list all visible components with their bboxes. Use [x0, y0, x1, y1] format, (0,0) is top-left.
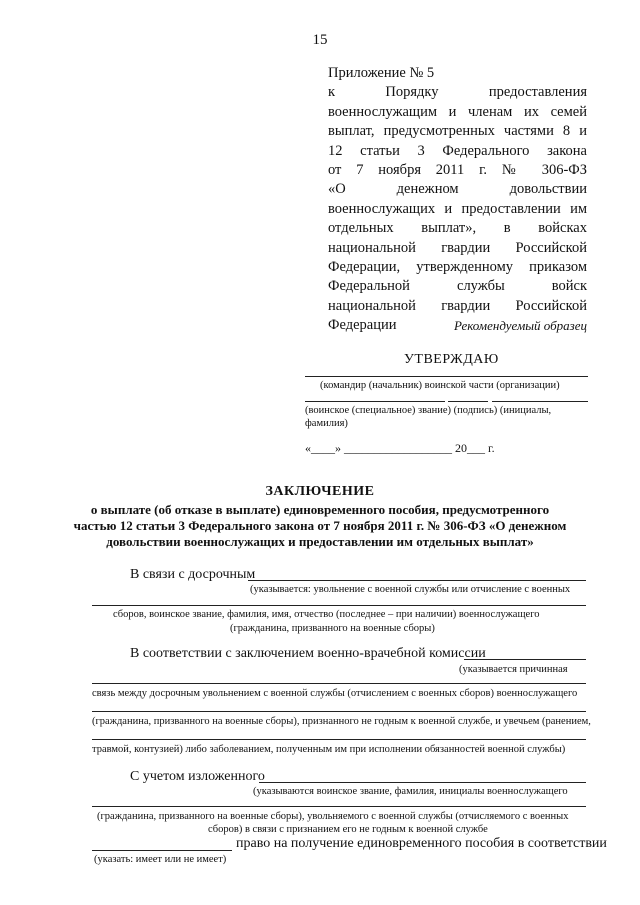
annex-line: военнослужащих и предоставлении им: [328, 200, 587, 217]
annex-line: Приложение № 5: [328, 65, 435, 81]
commission-line-3: [92, 711, 586, 712]
rank-line: [305, 401, 445, 402]
considering-caption-3: сборов) в связи с признанием его не годным к военной службе: [208, 824, 488, 835]
annex-line: Федеральной службы войск: [328, 278, 587, 295]
commission-lead: В соответствии с заключением военно-врачебной комиссии: [130, 646, 486, 661]
title-line: частью 12 статьи 3 Федерального закона от 7 ноября 2011 г. № 306-ФЗ «О денежном: [73, 518, 567, 533]
early-caption-1: (указывается: увольнение с военной службы или отчисление с военных: [250, 584, 571, 595]
considering-caption-1: (указываются воинское звание, фамилия, инициалы военнослужащего: [253, 786, 568, 797]
commission-line-1: [464, 659, 586, 660]
annex-line: выплат, предусмотренных частями 8 и: [328, 123, 587, 140]
considering-line-1: [259, 782, 586, 783]
page-number: 15: [312, 32, 328, 48]
document-title: [0, 484, 640, 550]
commander-line: [305, 376, 588, 377]
commission-caption-2: связь между досрочным увольнением с военной службы (отчислением с военных сборов) военнослужащего: [92, 688, 578, 699]
annex-line: национальной гвардии Российской: [328, 297, 587, 314]
annex-line: к Порядку предоставления: [328, 84, 587, 101]
initials-line: [492, 401, 588, 402]
annex-line: Федерации, утвержденному приказом: [328, 259, 587, 276]
approve-heading: УТВЕРЖДАЮ: [404, 352, 499, 367]
annex-block: [328, 64, 587, 336]
early-line-1: [248, 580, 586, 581]
considering-line-3: [92, 850, 232, 851]
sample-label: Рекомендуемый образец: [453, 318, 587, 333]
commission-line-4: [92, 739, 586, 740]
considering-caption-2: (гражданина, призванного на военные сборы), увольняемого с военной службы (отчисляемого с военных: [97, 811, 569, 822]
title-line: о выплате (об отказе в выплате) единовременного пособия, предусмотренного: [90, 502, 550, 517]
early-lead: В связи с досрочным: [130, 567, 256, 582]
early-caption-2: сборов, воинское звание, фамилия, имя, отчество (последнее – при наличии) военнослужащего: [113, 609, 540, 620]
title-line: довольствии военнослужащих и предоставлении им отдельных выплат»: [106, 534, 534, 549]
title-heading: ЗАКЛЮЧЕНИЕ: [265, 484, 375, 499]
signature-line: [448, 401, 488, 402]
date-line: «____» __________________ 20___ г.: [305, 441, 495, 455]
considering-line-2: [92, 806, 586, 807]
considering-lead: С учетом изложенного: [130, 769, 265, 784]
commission-caption-4: травмой, контузией) либо заболеванием, полученным им при исполнении обязанностей военной службы): [92, 744, 566, 755]
commission-caption-3: (гражданина, призванного на военные сборы), признанного не годным к военной службе, и увечьем (ранением,: [92, 716, 591, 727]
annex-line: Федерации: [328, 317, 397, 334]
commission-caption-1: (указывается причинная: [459, 664, 568, 675]
annex-line: военнослужащим и членам их семей: [328, 103, 587, 120]
annex-line: «О денежном довольствии: [328, 181, 587, 198]
commission-line-2: [92, 683, 586, 684]
considering-caption-4: (указать: имеет или не имеет): [94, 854, 227, 865]
annex-line: национальной гвардии Российской: [328, 239, 587, 256]
commander-caption: (командир (начальник) воинской части (организации): [320, 380, 560, 391]
considering-right-text: право на получение единовременного пособия в соответствии: [236, 836, 607, 851]
rank-caption: (воинское (специальное) звание) (подпись) (инициалы, фамилия): [305, 405, 552, 429]
annex-line: 12 статьи 3 Федерального закона: [328, 142, 587, 159]
annex-line: от 7 ноября 2011 г. № 306-ФЗ: [328, 162, 587, 179]
early-caption-3: (гражданина, призванного на военные сборы): [230, 623, 435, 634]
early-line-2: [92, 605, 586, 606]
annex-line: отдельных выплат», в войсках: [328, 220, 587, 237]
